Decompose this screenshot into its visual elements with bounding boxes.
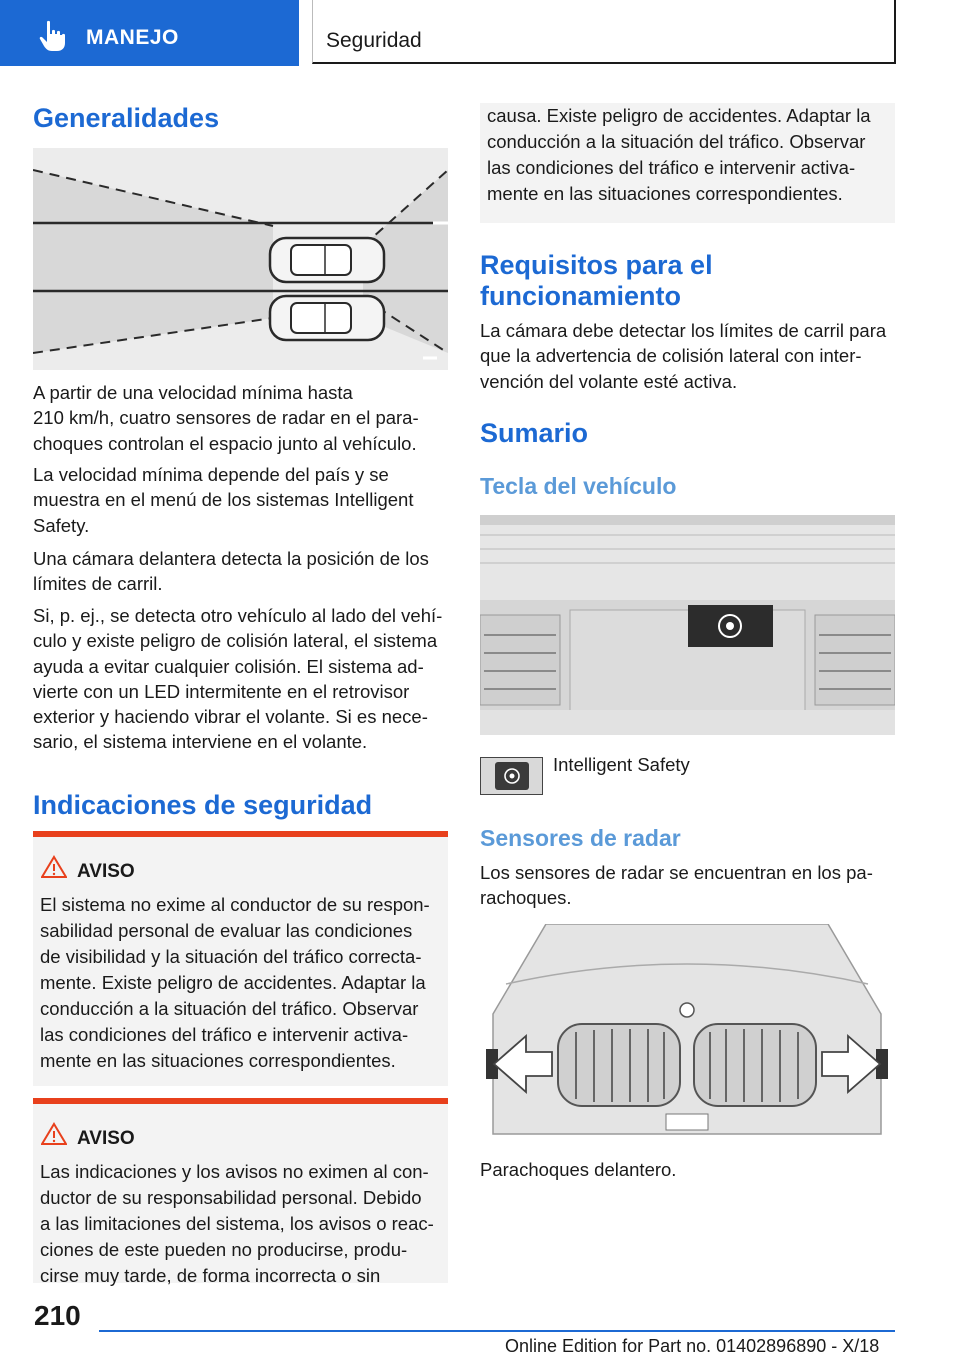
front-bumper-photo [486, 924, 888, 1144]
car-top [270, 238, 384, 282]
pointing-hand-icon [38, 20, 68, 52]
footer-divider [99, 1330, 895, 1332]
car-bottom [270, 296, 384, 340]
section-label: Seguridad [326, 29, 422, 52]
warning-box-2 [33, 1098, 448, 1286]
lane-diagram-svg [33, 148, 448, 370]
dashboard-svg [480, 515, 895, 735]
warning-1-text: El sistema no exime al conductor de su respon‐ sabilidad personal de evaluar las condiciones de visibilidad y la situación del tráfico correcta‐ mente. Existe peligro de accidentes. Adaptar la conducción a la situación del tráfico. Observar las condiciones del tráfico e intervenir activa‐ mente en las situaciones correspondientes. [40, 894, 430, 1071]
warning-1-title: AVISO [77, 861, 135, 882]
heading-generalidades: Generalidades [33, 103, 220, 133]
chapter-tab[interactable] [0, 0, 299, 66]
intelligent-safety-icon [481, 758, 542, 794]
para-radar: Los sensores de radar se encuentran en los pa‐ rachoques. [480, 862, 873, 909]
warning-triangle-icon [41, 855, 67, 879]
warning-continued-box [480, 103, 895, 223]
page-number: 210 [34, 1300, 81, 1331]
button-caption: Intelligent Safety [553, 754, 690, 775]
warning-continued-text: causa. Existe peligro de accidentes. Adaptar la conducción a la situación del tráfico. Observar las condiciones del tráfico e intervenir activa‐ mente en las situaciones correspondientes. [487, 105, 871, 204]
heading-safety: Indicaciones de seguridad [33, 790, 373, 820]
heading-summary: Sumario [480, 418, 589, 448]
chapter-label: MANEJO [86, 26, 179, 49]
section-header [312, 0, 896, 64]
dashboard-button-photo [480, 515, 895, 735]
heading-vehicle-button: Tecla del vehículo [480, 473, 677, 499]
heading-radar: Sensores de radar [480, 825, 681, 851]
footer-edition: Online Edition for Part no. 01402896890 - X/18 [505, 1336, 880, 1356]
para-requirements: La cámara debe detectar los límites de carril para que la advertencia de colisión lateral con inter‐ vención del volante esté activa. [480, 320, 887, 392]
front-bumper-svg [486, 924, 888, 1144]
intelligent-safety-button-image [480, 757, 543, 795]
para-general-1: A partir de una velocidad mínima hasta 210 km/h, cuatro sensores de radar en el para‐ choques controlan el espacio junto al vehículo. [33, 382, 419, 454]
para-general-2: La velocidad mínima depende del país y se muestra en el menú de los sistemas Intelligent Safety. [33, 464, 414, 536]
warning-2-text: Las indicaciones y los avisos no eximen al con‐ ductor de su responsabilidad personal. Debido a las limitaciones del sistema, los avisos o reac‐ ciones de este pueden no producirse, produ‐ cirse muy tarde, de forma incorrecta o sin [40, 1161, 434, 1286]
para-general-3: Una cámara delantera detecta la posición de los límites de carril. [33, 548, 429, 595]
bumper-caption: Parachoques delantero. [480, 1159, 677, 1180]
warning-triangle-icon [41, 1122, 67, 1146]
warning-box-1 [33, 831, 448, 1086]
heading-requirements: Requisitos para el funcionamiento [480, 250, 713, 311]
lane-diagram [33, 148, 448, 370]
para-general-4: Si, p. ej., se detecta otro vehículo al lado del vehí‐ culo y existe peligro de colisión lateral, el sistema ayuda a evitar cualquier colisión. El sistema ad‐ vierte con un LED intermitente en el retrovisor exterior y haciendo vibrar el volante. Si es nece‐ sario, el sistema interviene en el volante. [33, 605, 443, 753]
warning-2-title: AVISO [77, 1128, 135, 1149]
